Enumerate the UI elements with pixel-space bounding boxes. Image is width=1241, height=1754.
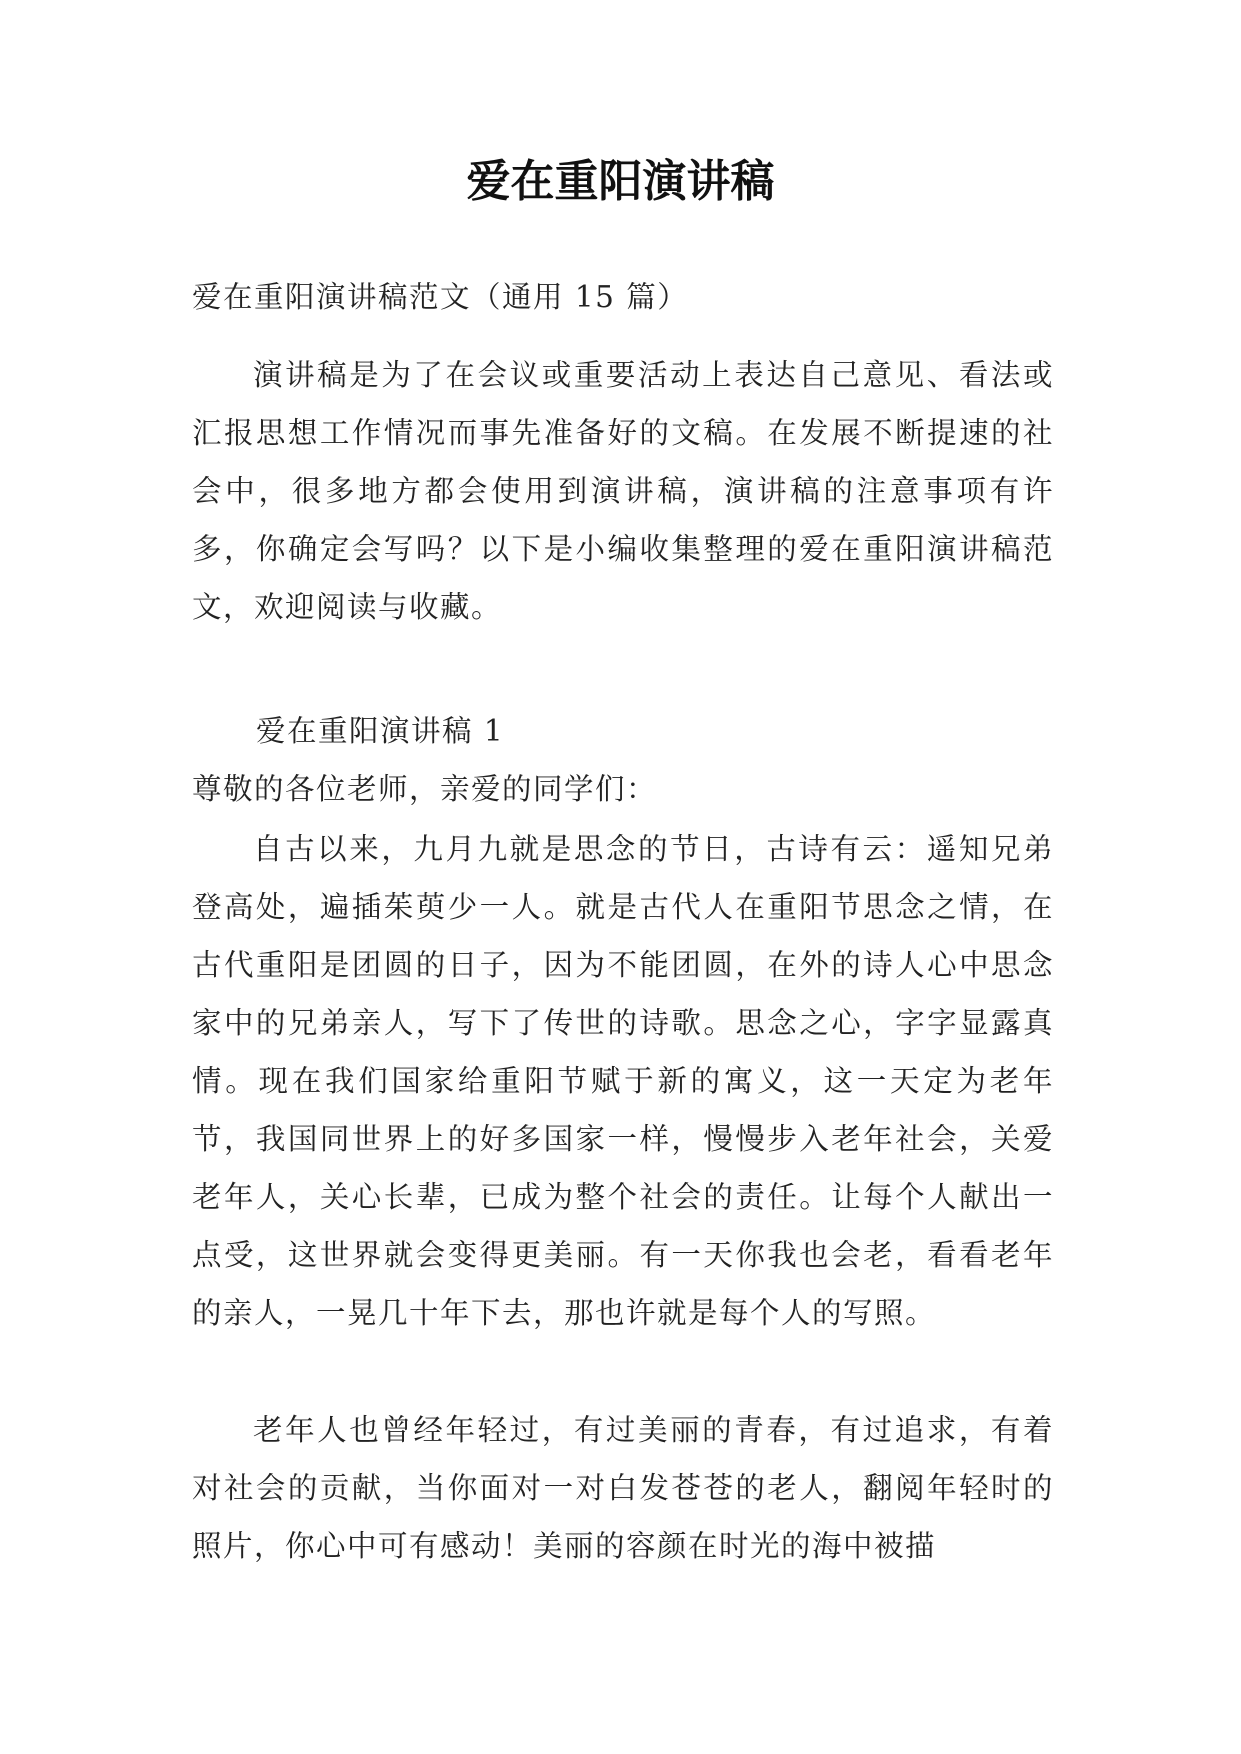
intro-paragraph: 演讲稿是为了在会议或重要活动上表达自己意见、看法或汇报思想工作情况而事先准备好的文稿。在发展不断提速的社会中，很多地方都会使用到演讲稿，演讲稿的注意事项有许多，你确定会写吗？以下是小编收集整理的爱在重阳演讲稿范文，欢迎阅读与收藏。 [192,358,1054,624]
section-heading: 爱在重阳演讲稿 1 [256,714,505,748]
document-subtitle: 爱在重阳演讲稿范文（通用 15 篇） [192,280,689,314]
greeting-line: 尊敬的各位老师，亲爱的同学们： [192,772,658,806]
document-title: 爱在重阳演讲稿 [466,156,775,207]
body-paragraph: 自古以来，九月九就是思念的节日，古诗有云：遥知兄弟登高处，遍插茱萸少一人。就是古代人在重阳节思念之情，在古代重阳是团圆的日子，因为不能团圆，在外的诗人心中思念家中的兄弟亲人，写下了传世的诗歌。思念之心，字字显露真情。现在我们国家给重阳节赋于新的寓义，这一天定为老年节，我国同世界上的好多国家一样，慢慢步入老年社会，关爱老年人，关心长辈，已成为整个社会的责任。让每个人献出一点受，这世界就会变得更美丽。有一天你我也会老，看看老年的亲人，一晃几十年下去，那也许就是每个人的写照。 [192,832,1054,1330]
body-paragraph: 老年人也曾经年轻过，有过美丽的青春，有过追求，有着对社会的贡献，当你面对一对白发苍苍的老人，翻阅年轻时的照片，你心中可有感动！美丽的容颜在时光的海中被描 [192,1413,1054,1563]
